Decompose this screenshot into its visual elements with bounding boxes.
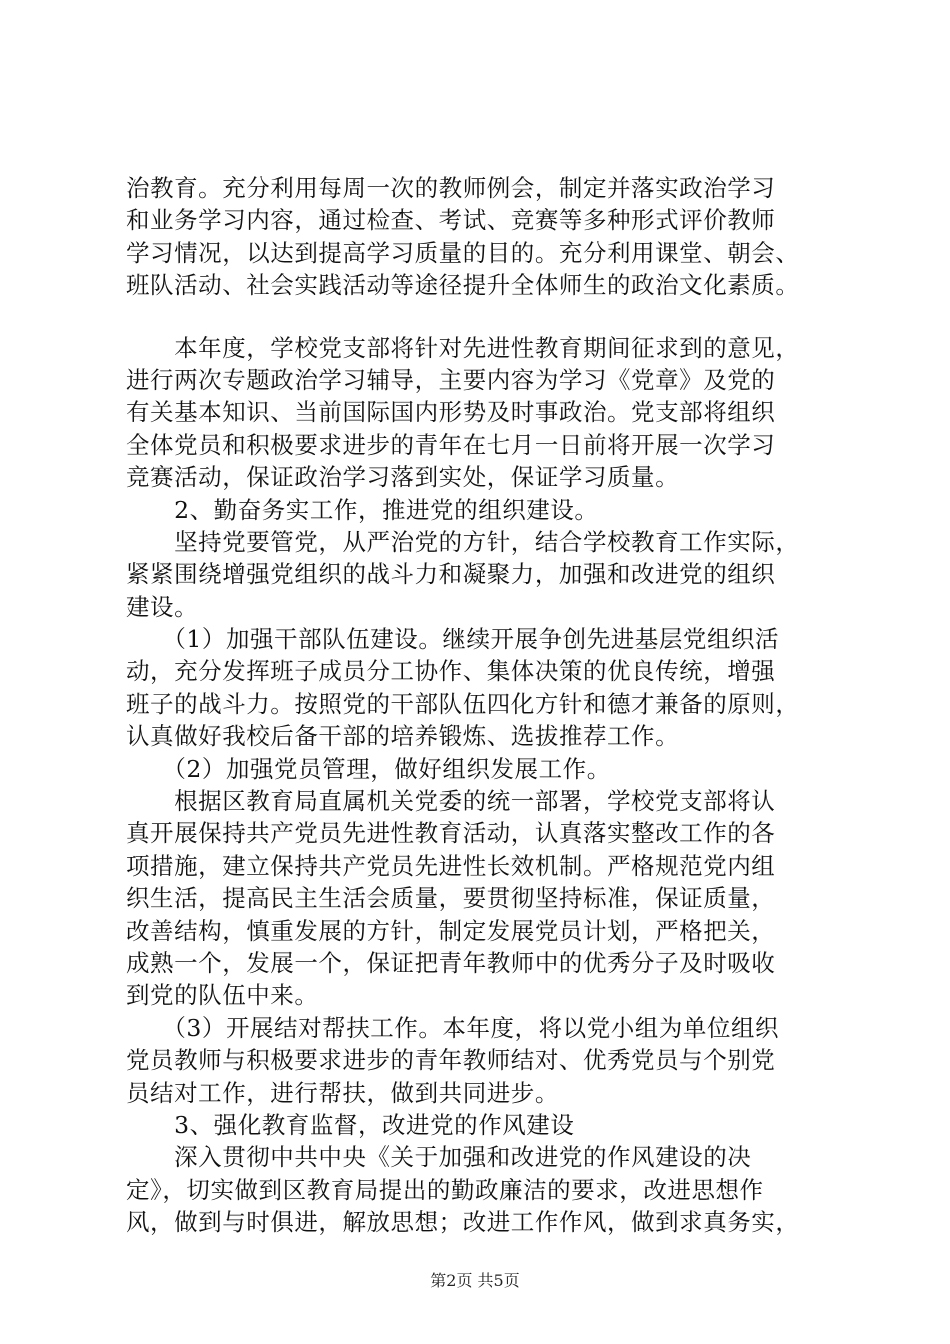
paragraph: [126, 332, 846, 494]
paragraph: [126, 623, 846, 753]
text-line: 织生活，提高民主生活会质量，要贯彻坚持标准，保证质量，: [126, 884, 776, 913]
text-line: 班队活动、社会实践活动等途径提升全体师生的政治文化素质。: [126, 271, 800, 300]
text-line: 到党的队伍中来。: [126, 981, 319, 1010]
paragraph: [126, 1012, 846, 1109]
text-line: （2）加强党员管理，做好组织发展工作。: [126, 754, 611, 783]
text-line: （1）加强干部队伍建设。继续开展争创先进基层党组织活: [126, 625, 780, 654]
text-line: 成熟一个，发展一个，保证把青年教师中的优秀分子及时吸收: [126, 948, 776, 977]
text-line: 改善结构，慎重发展的方针，制定发展党员计划，严格把关，: [126, 916, 776, 945]
text-line: 动，充分发挥班子成员分工协作、集体决策的优良传统，增强: [126, 657, 776, 686]
text-line: 2、勤奋务实工作，推进党的组织建设。: [126, 495, 599, 524]
paragraph: [126, 753, 846, 785]
text-line: 认真做好我校后备干部的培养锻炼、选拔推荐工作。: [126, 722, 680, 751]
text-line: 3、强化教育监督，改进党的作风建设: [126, 1110, 575, 1139]
paragraph: [126, 1109, 846, 1141]
text-line: 有关基本知识、当前国际国内形势及时事政治。党支部将组织: [126, 398, 776, 427]
paragraph: [126, 526, 846, 623]
text-line: 项措施，建立保持共产党员先进性长效机制。严格规范党内组: [126, 851, 776, 880]
text-line: 全体党员和积极要求进步的青年在七月一日前将开展一次学习: [126, 430, 776, 459]
text-line: 坚持党要管党，从严治党的方针，结合学校教育工作实际，: [126, 527, 800, 556]
text-line: 建设。: [126, 592, 199, 621]
paragraph-spacer: [126, 302, 846, 332]
text-line: 班子的战斗力。按照党的干部队伍四化方针和德才兼备的原则，: [126, 689, 800, 718]
text-line: 真开展保持共产党员先进性教育活动，认真落实整改工作的各: [126, 819, 776, 848]
text-line: 竞赛活动，保证政治学习落到实处，保证学习质量。: [126, 463, 680, 492]
text-line: 学习情况，以达到提高学习质量的目的。充分利用课堂、朝会、: [126, 238, 800, 267]
paragraph: [126, 172, 846, 302]
text-line: 深入贯彻中共中央《关于加强和改进党的作风建设的决: [126, 1143, 752, 1172]
text-line: 本年度，学校党支部将针对先进性教育期间征求到的意见，: [126, 333, 800, 362]
paragraph: [126, 1141, 846, 1238]
text-line: 员结对工作，进行帮扶，做到共同进步。: [126, 1078, 559, 1107]
paragraph: [126, 785, 846, 1012]
paragraph: [126, 494, 846, 526]
text-line: 进行两次专题政治学习辅导，主要内容为学习《党章》及党的: [126, 365, 776, 394]
text-line: 根据区教育局直属机关党委的统一部署，学校党支部将认: [126, 787, 776, 816]
text-line: 定》，切实做到区教育局提出的勤政廉洁的要求，改进思想作: [126, 1175, 764, 1204]
text-line: （3）开展结对帮扶工作。本年度，将以党小组为单位组织: [126, 1013, 780, 1042]
text-line: 紧紧围绕增强党组织的战斗力和凝聚力，加强和改进党的组织: [126, 560, 776, 589]
text-line: 和业务学习内容，通过检查、考试、竞赛等多种形式评价教师: [126, 206, 776, 235]
text-line: 党员教师与积极要求进步的青年教师结对、优秀党员与个别党: [126, 1046, 776, 1075]
page-footer: 第2页 共5页: [430, 1271, 520, 1290]
document-body: [126, 172, 846, 1239]
text-line: 治教育。充分利用每周一次的教师例会，制定并落实政治学习: [126, 174, 776, 202]
text-line: 风，做到与时俱进，解放思想；改进工作作风，做到求真务实，: [126, 1208, 800, 1237]
